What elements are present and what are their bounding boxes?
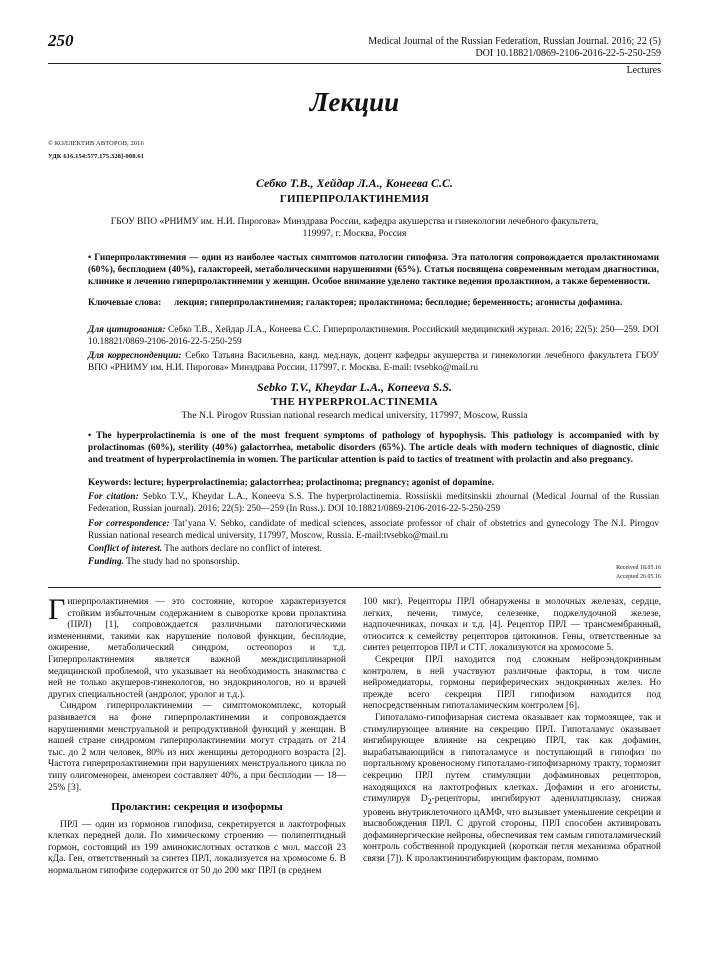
subsection-heading: Пролактин: секреция и изоформы [111,801,283,814]
copyright: © КОЛЛЕКТИВ АВТОРОВ, 2016 [48,140,144,147]
ru-citation [88,324,659,348]
abstract-rule [48,587,661,588]
body-paragraph: Гипоталамо-гипофизарная система оказывает как тормозящее, так и стимулирующее влияние на секрецию ПРЛ. Гипоталамус оказывает ингибирующее влияние на секрецию ПРЛ, так как дофамин, вырабатывающийся в гипоталамусе и поступающий в гипофиз по портальному кровеносному гипоталамо-гипофизарному тракту, тормозит секрецию ПРЛ путем стимуляции дофаминовых рецепторов, находящихся на лактотрофных клетках. Дофамин и его агонисты, стимулируя $D_2$-рецепторы, ингибируют аденилатциклазу, снижая уровень внутриклеточного цАМФ, что вызывает уменьшение секреции и высвобождения ПРЛ. С другой стороны, ПРЛ способен активировать дофаминергические нейроны, обеспечивая тем самым гипоталамический контроль собственной продукцией (короткая петля механизма обратной связи [7]). К пролактинингибирующим факторам, помимо [363,712,661,864]
ru-correspondence [88,350,659,374]
en-funding-text: The study had no sponsorship. [126,557,240,567]
en-citation-text: Sebko T.V., Kheydar L.A., Koneeva S.S. The hyperprolactinemia. Rossiiskii meditsinskii zhournal (Medical Journal of the Russian Federation, Russian journal). 2016; 22(5): 250—259 (In Russ.). DOI 10.18821/0869-2106-2016-22-5-250-259 [88,492,659,514]
ru-keywords-label: Ключевые слова: [88,298,162,308]
section-label: Lectures [626,65,661,76]
en-authors: Sebko T.V., Kheydar L.A., Koneeva S.S. [256,380,453,394]
en-affiliation: The N.I. Pirogov Russian national research medical university, 117997, Moscow, Russia [181,410,528,421]
en-citation-label: For citation: [88,492,139,502]
ru-authors: Себко Т.В., Хейдар Л.А., Конеева С.С. [256,176,453,190]
drop-cap: Г [48,593,66,626]
body-paragraph: Гиперпролактинемия — это состояние, которое характеризуется стойким избыточным содержанием в сыворотке крови пролактина (ПРЛ) [1], сопровождается различными патологическими изменениями, такими как нарушение половой функции, бесплодие, ожирение, метаболический синдром, остеопороз и т.д. Гиперпролактинемия является важной междисциплинарной медицинской проблемой, что указывает на необходимость знакомства с ней не только акушеров-гинекологов, но эндокринологов, но и врачей других специальностей (андролог, уролог и т.д.). [48,593,346,700]
en-conflict-text: The authors declare no conflict of interest. [164,544,323,554]
accepted-date: Accepted 26.05.16 [615,574,661,580]
en-corr-label: For correspondence: [88,519,170,529]
body-paragraph: Синдром гиперпролактинемии — симптомокомплекс, который развивается на фоне гиперпролактинемии и сопровождается нарушениями менструальной и репродуктивной функций у женщин. В нашей стране синдромом гиперпролактинемии могут страдать от 214 тыс. до 2 млн человек, 80% из них женщины детородного возраста [2]. Частота гиперпролактинемии при нарушениях менструального цикла по типу олигоменореи, аменореи составляет 40%, а при бесплодии — 18—25% [3]. [48,701,346,793]
journal-header [368,36,661,60]
page-number: 250 [48,31,74,50]
en-funding [88,556,659,568]
en-abstract: • The hyperprolactinemia is one of the most frequent symptoms of pathology of hypophysis. This pathology is accompanied with by prolactinomas (60%), sterility (40%) galactorrhea, metabolic disorders (65%). The article deals with modern techniques of diagnostic, clinic and treatment of hyperprolactinemia in women. The particular attention is paid to tactics of treatment with prolactin and also pregnancy. [88,431,659,465]
en-corr-text: Tat’yana V. Sebko, candidate of medical sciences, associate professor of chair of obstetrics and gynecology The N.I. Pirogov Russian national research medical university, 117997, Moscow, Russia. E-mail:tvsebko@mail.ru [88,519,660,541]
ru-title: ГИПЕРПРОЛАКТИНЕМИЯ [279,193,430,205]
subscript: 2 [427,796,432,806]
body-paragraph: ПРЛ — один из гормонов гипофиза, секретируется в лактотрофных клетках передней доли. По химическому строению — полипептидный гормон, состоящий из 199 аминокислотных остатков с мол. массой 23 кДа. Ген, ответственный за синтез ПРЛ, локализуется на хромосоме 6. В нормальном гипофизе содержится от 50 до 200 мкг ПРЛ (в среднем [48,819,346,877]
ru-abstract: • Гиперпролактинемия — один из наиболее частых симптомов патологии гипофиза. Эта патология сопровождается пролактиномами (60%), бесплодием (40%), галактореей, метаболическими нарушениями (65%). Статья посвящена современным методам диагностики, клинике и лечению гиперпролактинемии у женщин. Особое внимание уделено тактике ведения пролактином, а также беременности. [88,253,659,287]
header-rule [48,63,661,64]
udk: УДК 616.154:577.175.328]-008.61 [48,153,145,160]
body-left-column [48,593,346,878]
en-keywords-label: Keywords: [88,478,132,488]
section-title: Лекции [309,87,400,117]
journal-title: Medical Journal of the Russian Federation, Russian Journal. 2016; 22 (5) [368,36,661,47]
body-paragraph: Секреция ПРЛ находится под сложным нейроэндокринным контролем, в ней участвуют различные факторы, в том числе нейромедиаторы, гормоны периферических эндокринных желез. Но прежде всего секреция ПРЛ гипофизом находится под непосредственным гипоталамическим контролем [6]. [363,654,661,712]
ru-corr-label: Для корреспонденции: [88,351,182,361]
en-citation [88,491,659,515]
en-funding-label: Funding. [88,557,124,567]
en-conflict [88,543,659,555]
ru-keywords-text: лекция; гиперпролактинемия; галакторея; пролактинома; бесплодие; беременность; агонисты дофамина. [174,298,623,308]
ru-corr-text: Себко Татьяна Васильевна, канд. мед.наук, доцент кафедры акушерства и гинекологии лечебного факультета ГБОУ ВПО «РНИМУ им. Н.И. Пирогова» Минздрава России, 117997, г. Москва. E-mail: tvsebko@mail.ru [88,351,660,373]
en-keywords-text: lecture; hyperprolactinemia; galactorrhea; prolactinoma; pregnancy; agonist of dopamine. [133,478,495,488]
journal-doi: DOI 10.18821/0869-2106-2016-22-5-250-259 [475,48,661,59]
ru-citation-text: Себко Т.В., Хейдар Л.А., Конеева С.С. Гиперпролактинемия. Российский медицинский журнал. 2016; 22(5): 250—259. DOI 10.18821/0869-2106-2016-22-5-250-259 [88,325,660,347]
en-keywords [88,477,659,489]
ru-keywords [88,297,659,309]
en-conflict-label: Conflict of interest. [88,544,163,554]
received-date: Received 18.05.16 [616,565,661,571]
ru-affiliation: ГБОУ ВПО «РНИМУ им. Н.И. Пирогова» Минздрава России, кафедра акушерства и гинекологии лечебного факультета, 119997, г. Москва, Россия [110,217,599,239]
body-right-column [363,597,661,866]
en-correspondence [88,518,659,542]
ru-citation-label: Для цитирования: [88,325,166,335]
en-title: THE HYPERPROLACTINEMIA [270,396,439,408]
received-accepted-dates [616,564,661,582]
body-paragraph: 100 мкг). Рецепторы ПРЛ обнаружены в молочных железах, сердце, легких, печени, тимусе, селезенке, поджелудочной железе, надпочечниках, почках и т.д. [4]. Рецептор ПРЛ — трансмембранный, относится к семейству рецепторов цитокинов. Гены, ответственные за синтез рецепторов ПРЛ и СТГ, локализуются на хромосоме 5. [363,597,661,654]
